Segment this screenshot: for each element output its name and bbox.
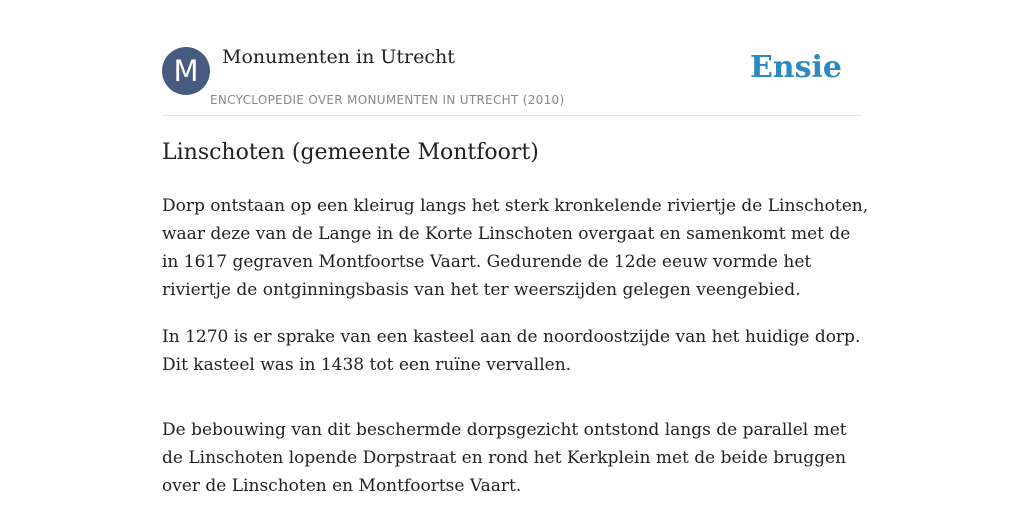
book-subtitle: ENCYCLOPEDIE OVER MONUMENTEN IN UTRECHT (2010) xyxy=(210,93,565,107)
article-paragraph-3: De bebouwing van dit beschermde dorpsgezicht ontstond langs de parallel met de Linschoten lopende Dorpstraat en rond het Kerkplein met de beide bruggen over de Linschoten en Montfoortse Vaart. xyxy=(162,420,847,496)
article-title: Linschoten (gemeente Montfoort) xyxy=(162,140,539,165)
book-title-link[interactable]: Monumenten in Utrecht xyxy=(222,46,455,68)
article-paragraph-2: In 1270 is er sprake van een kasteel aan de noordoostzijde van het huidige dorp. Dit kasteel was in 1438 tot een ruïne vervallen. xyxy=(162,327,861,375)
article-paragraph-1: Dorp ontstaan op een kleirug langs het sterk kronkelende riviertje de Linschoten, waar deze van de Lange in de Korte Linschoten overgaat en samenkomt met de in 1617 gegraven Montfoortse Vaart. Gedurende de 12de eeuw vormde het riviertje de ontginningsbasis van het ter weerszijden gelegen veengebied. xyxy=(162,196,869,300)
header-divider xyxy=(162,115,862,116)
article-body xyxy=(162,192,872,512)
ensie-logo-link[interactable]: Ensie xyxy=(749,50,842,85)
book-avatar[interactable]: M xyxy=(162,47,210,95)
